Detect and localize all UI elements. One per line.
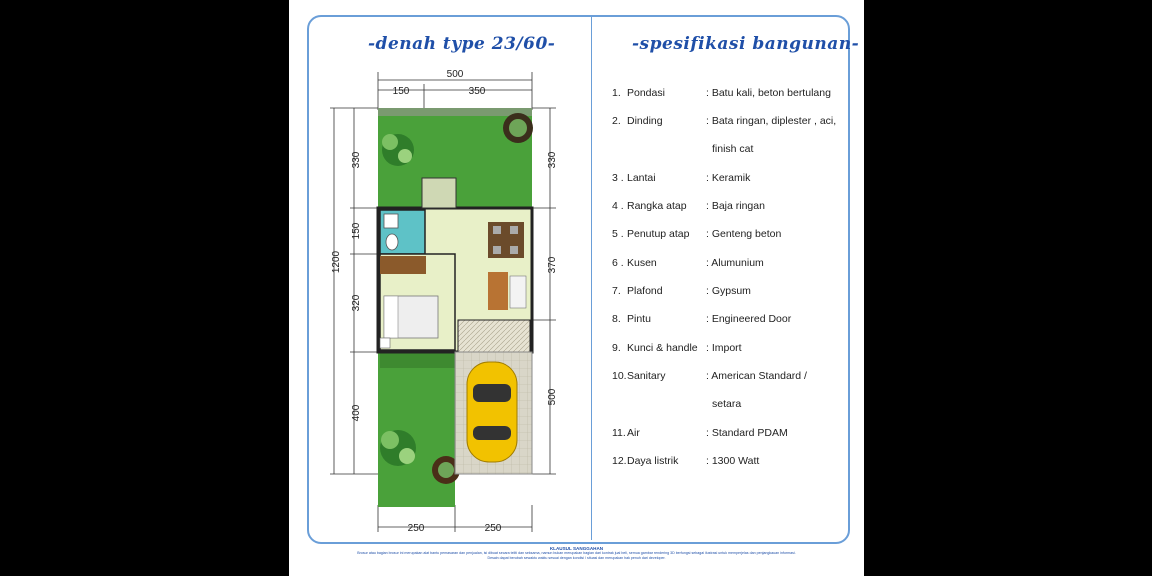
spec-number: 12. <box>612 455 627 467</box>
dim-right-3: 500 <box>547 388 558 406</box>
wardrobe <box>380 256 426 274</box>
toilet-icon <box>386 234 398 250</box>
spec-value: : Baja ringan <box>706 200 765 212</box>
disclaimer-footer <box>307 546 846 561</box>
chair-icon <box>510 246 518 254</box>
chair-icon <box>493 226 501 234</box>
spec-label: Sanitary <box>627 370 666 382</box>
dim-left-3: 320 <box>351 294 362 312</box>
disclaimer-line: Desain dapat berubah sewaktu waktu sesuai dengan kondisi / situasi dan merupakan hak penuh dari developer. <box>487 556 666 560</box>
spec-number: 8. <box>612 313 621 325</box>
dim-top-total: 500 <box>446 69 464 80</box>
spec-label: Kusen <box>627 257 657 269</box>
plant-icon <box>503 113 533 143</box>
disclaimer-line: Brosur atau bagian brosur ini merupakan alat bantu pemasaran dan penjualan, isi dibuat secara teliti dan seksama, namun bukan merupakan bagian dari kontrak jual beli, semua gambar rendering 3D berfungsi sebagai ilustrasi untuk memperjelas dan penjangkauan informasi. <box>357 551 796 555</box>
plant-icon <box>380 430 416 466</box>
spec-number: 1. <box>612 87 621 99</box>
spec-label: Pondasi <box>627 87 665 99</box>
dim-right-2: 370 <box>547 256 558 274</box>
chair-icon <box>510 226 518 234</box>
plant-icon <box>382 134 414 166</box>
spec-number: 3 . <box>612 172 624 184</box>
spec-value: finish cat <box>712 143 754 155</box>
spec-value: : Keramik <box>706 172 751 184</box>
floor-plan-title: -denah type 23/60- <box>368 34 556 54</box>
spec-value: : Alumunium <box>706 257 764 269</box>
spec-label: Lantai <box>627 172 656 184</box>
coffee-table-icon <box>510 276 526 308</box>
spec-number: 11. <box>612 427 626 439</box>
spec-label: Penutup atap <box>627 228 690 240</box>
spec-label: Pintu <box>627 313 651 325</box>
dim-left-total: 1200 <box>331 250 342 274</box>
spec-number: 9. <box>612 342 621 354</box>
dim-left-2: 150 <box>351 222 362 240</box>
spec-label: Kunci & handle <box>627 342 698 354</box>
disclaimer-title: KLAUSUL SANGGAHAN <box>549 546 604 551</box>
spec-number: 5 . <box>612 228 624 240</box>
spec-label: Air <box>627 427 640 439</box>
spec-number: 7. <box>612 285 621 297</box>
spec-number: 6 . <box>612 257 624 269</box>
spec-label: Rangka atap <box>627 200 687 212</box>
pillow <box>384 296 398 338</box>
spec-number: 10. <box>612 370 627 382</box>
spec-label: Dinding <box>627 115 663 127</box>
chair-icon <box>493 246 501 254</box>
sink-icon <box>384 214 398 228</box>
dim-right-1: 330 <box>547 151 558 169</box>
car-icon <box>467 362 517 462</box>
sofa-icon <box>488 272 508 310</box>
spec-value: setara <box>712 398 742 410</box>
dim-left-4: 400 <box>351 404 362 422</box>
dim-bottom-right: 250 <box>484 523 502 534</box>
spec-label: Daya listrik <box>627 455 679 467</box>
dim-bottom-left: 250 <box>407 523 425 534</box>
spec-value: : 1300 Watt <box>706 455 760 467</box>
back-entry-step <box>422 178 456 208</box>
spec-value: : American Standard / <box>706 370 807 382</box>
spec-value: : Gypsum <box>706 285 751 297</box>
dim-top-left: 150 <box>392 86 410 97</box>
window-icon <box>380 338 390 348</box>
specification-title: -spesifikasi bangunan- <box>632 34 860 54</box>
back-fence <box>378 108 532 116</box>
spec-value: : Standard PDAM <box>706 427 788 439</box>
spec-number: 4 . <box>612 200 624 212</box>
dim-top-right: 350 <box>468 86 486 97</box>
spec-value: : Bata ringan, diplester , aci, <box>706 115 837 127</box>
terrace <box>458 320 530 352</box>
spec-value: : Batu kali, beton bertulang <box>706 87 831 99</box>
spec-value: : Engineered Door <box>706 313 792 325</box>
spec-value: : Import <box>706 342 742 354</box>
spec-number: 2. <box>612 115 621 127</box>
spec-label: Plafond <box>627 285 663 297</box>
dim-left-1: 330 <box>351 151 362 169</box>
spec-value: : Genteng beton <box>706 228 782 240</box>
